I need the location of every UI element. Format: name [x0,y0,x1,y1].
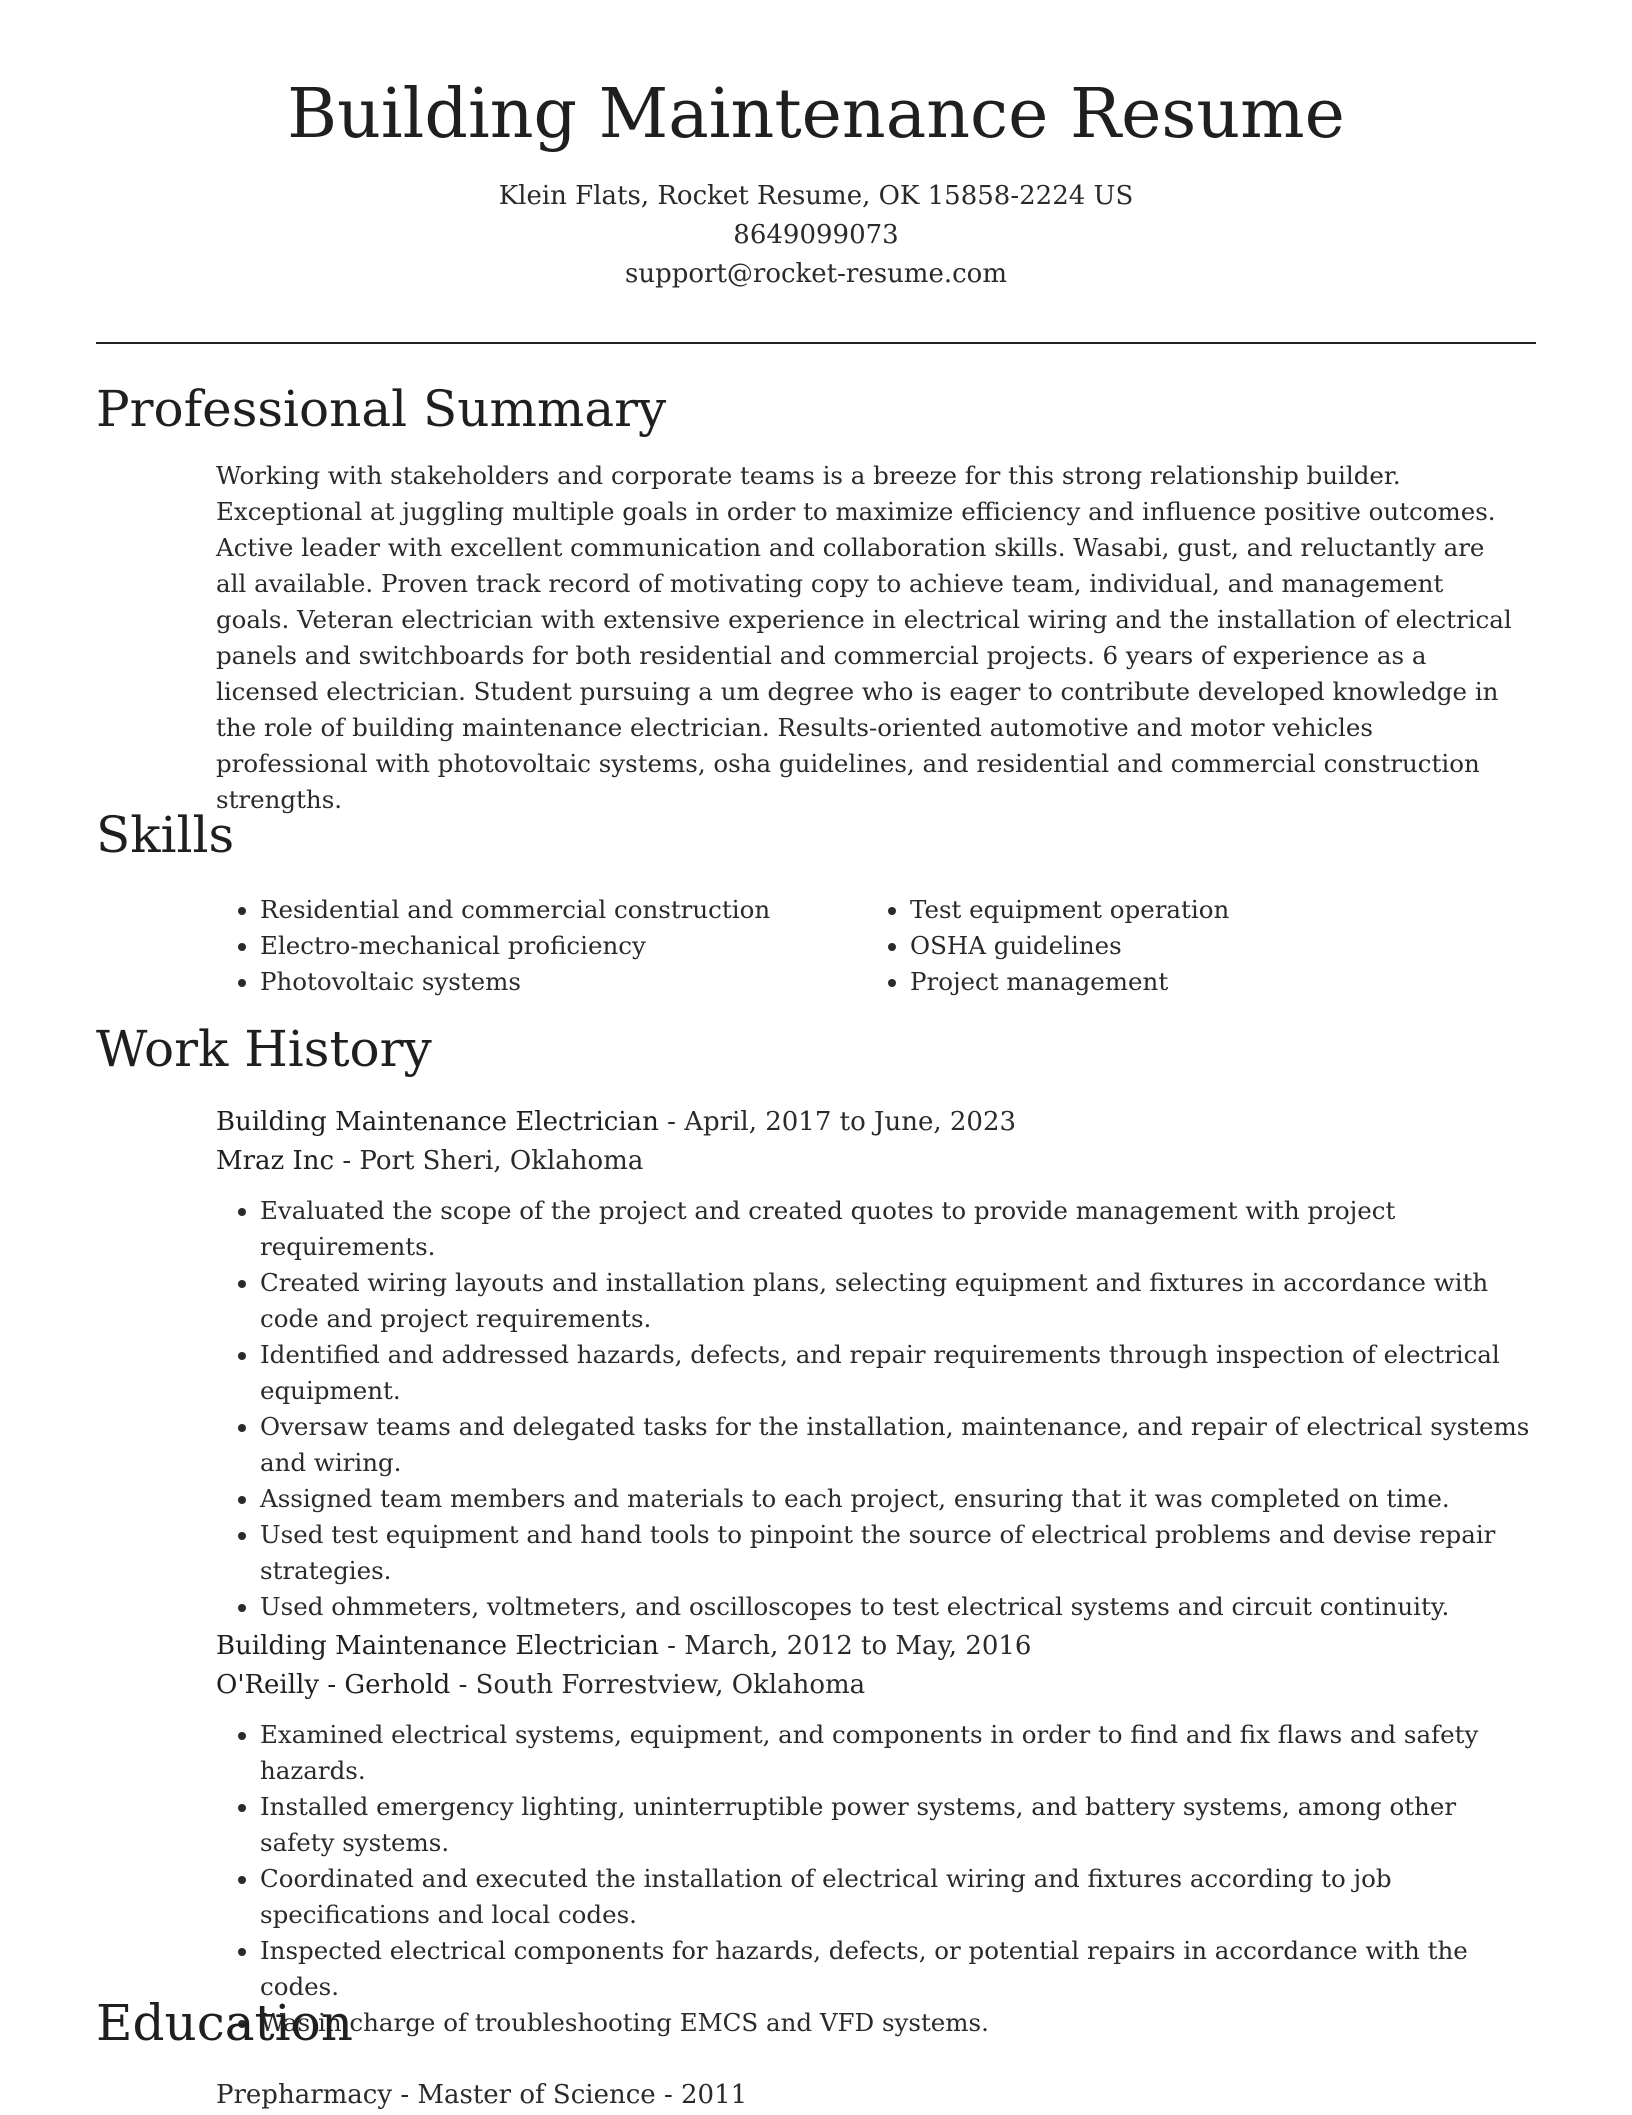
resume-title: Building Maintenance Resume [287,75,1345,154]
education-field: Prepharmacy [216,2080,393,2110]
duty-item: • Coordinated and executed the installation of electrical wiring and fixtures according to job specifications and local codes. [260,1861,1536,1933]
skill-item: • Photovoltaic systems [260,964,866,1000]
separator: - [400,2080,418,2110]
phone: 8649099073 [733,219,899,250]
email: support@rocket-resume.com [624,258,1007,289]
job-entry [216,1627,1536,2041]
skill-item: • Project management [910,964,1516,1000]
duty-item: • Evaluated the scope of the project and created quotes to provide management with project requirements. [260,1193,1536,1265]
job-company-line [216,1142,1536,1181]
duty-item: • Created wiring layouts and installation plans, selecting equipment and fixtures in accordance with code and project requirements. [260,1265,1536,1337]
job-title-line [216,1103,1536,1142]
education-entry [216,2076,1516,2115]
duty-item: • Used ohmmeters, voltmeters, and oscilloscopes to test electrical systems and circuit continuity. [260,1589,1536,1625]
work-history-heading: Work History [96,1020,432,1078]
skill-item: • OSHA guidelines [910,928,1516,964]
summary-heading: Professional Summary [96,380,667,438]
job-title-line [216,1627,1536,1666]
duty-item: • Oversaw teams and delegated tasks for the installation, maintenance, and repair of electrical systems and wiring. [260,1409,1536,1481]
separator: - [458,1670,476,1700]
skill-item: • Test equipment operation [910,892,1516,928]
duties-list [216,1193,1536,1625]
skills-column-left [216,892,866,1000]
job-company: O'Reilly - Gerhold [216,1670,451,1700]
duty-item: • Installed emergency lighting, uninterruptible power systems, and battery systems, among other safety systems. [260,1789,1536,1861]
skills-list [216,892,1516,1000]
duty-item: • Was in charge of troubleshooting EMCS and VFD systems. [260,2005,1536,2041]
duty-item: • Examined electrical systems, equipment, and components in order to find and fix flaws and safety hazards. [260,1717,1536,1789]
job-entry [216,1103,1536,1625]
contact-info [0,177,1632,294]
education-heading: Education [96,1994,353,2052]
education-degree: Master of Science [417,2080,656,2110]
job-location: Port Sheri, Oklahoma [359,1146,644,1176]
job-dates: March, 2012 to May, 2016 [684,1631,1032,1661]
duty-item: • Inspected electrical components for hazards, defects, or potential repairs in accordance with the codes. [260,1933,1536,2005]
job-company: Mraz Inc [216,1146,335,1176]
header-divider [96,342,1536,344]
separator: - [667,1107,685,1137]
separator: - [342,1146,360,1176]
skill-item: • Electro-mechanical proficiency [260,928,866,964]
resume-header [0,75,1632,294]
duty-item: • Used test equipment and hand tools to pinpoint the source of electrical problems and devise repair strategies. [260,1517,1536,1589]
duty-item: • Identified and addressed hazards, defects, and repair requirements through inspection of electrical equipment. [260,1337,1536,1409]
job-location: South Forrestview, Oklahoma [475,1670,866,1700]
job-dates: April, 2017 to June, 2023 [684,1107,1017,1137]
job-title: Building Maintenance Electrician [216,1631,659,1661]
separator: - [663,2080,682,2110]
skills-column-right [866,892,1516,1000]
skills-heading: Skills [96,806,235,864]
duties-list [216,1717,1536,2041]
job-company-line [216,1666,1536,1705]
summary-text: Working with stakeholders and corporate teams is a breeze for this strong relationship builder. Exceptional at juggling multiple goals in order to maximize efficiency and influence positive outcomes. Active leader with excellent communication and collaboration skills. Wasabi, gust, and reluctantly are all available. Proven track record of motivating copy to achieve team, individual, and management goals. Veteran electrician with extensive experience in electrical wiring and the installation of electrical panels and switchboards for both residential and commercial projects. 6 years of experience as a licensed electrician. Student pursuing a um degree who is eager to contribute developed knowledge in the role of building maintenance electrician. Results-oriented automotive and motor vehicles professional with photovoltaic systems, osha guidelines, and residential and commercial construction strengths. [216,461,1512,814]
skill-item: • Residential and commercial construction [260,892,866,928]
job-title: Building Maintenance Electrician [216,1107,659,1137]
separator: - [667,1631,685,1661]
education-year: 2011 [681,2080,748,2110]
duty-item: • Assigned team members and materials to each project, ensuring that it was completed on time. [260,1481,1536,1517]
address: Klein Flats, Rocket Resume, OK 15858-2224 US [498,180,1134,211]
